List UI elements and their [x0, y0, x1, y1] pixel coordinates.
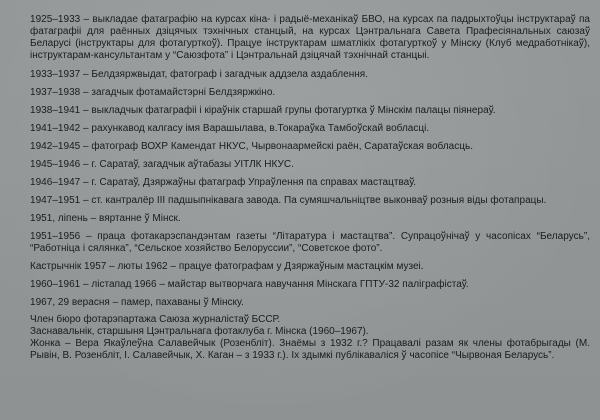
entry-1925-1933: 1925–1933 – выкладае фатаграфію на курсах кіна- і радыё-механікаў БВО, на курсах па падрыхтоўцы інструктараў па фатаграфіі для раённых дзіцячых тэхнічных станцый, на курсах Цэнтральнага Савета Прафесіянальных саюзаў Беларусі (інструктары для фотагурткоў). Працуе інструктарам шматлікіх фотагурткоў у Мінску (Клуб медработнікаў), інструктарам-кансультантам у “Саюзфота” і Цэнтральнай дзіцячай тэхнічнай станцыі.	[30, 14, 590, 61]
footer-line-bureau: Член бюро фотарэпартажа Саюза журналістаў БССР.	[30, 314, 281, 325]
entry-1947-1951: 1947–1951 – ст. кантралёр III падшыпнікавага завода. Па сумяшчальніцтве выконваў розныя віды фотапрацы.	[30, 195, 547, 206]
entry-1933-1937: 1933–1937 – Белдзяржвыдат, фатограф і загадчык аддзела аздаблення.	[30, 69, 369, 80]
footer-line-founder: Заснавальнік, старшыня Цэнтральнага фотаклуба г. Мінска (1960–1967).	[30, 326, 369, 337]
entry-1938-1941: 1938–1941 – выкладчык фатаграфіі і кіраўнік старшай групы фотагуртка ў Мінскім палацы піянераў.	[30, 105, 496, 116]
entry-1967: 1967, 29 верасня – памер, пахаваны ў Мінску.	[30, 297, 244, 308]
entry-1957-1962: Кастрычнік 1957 – люты 1962 – працуе фатографам у Дзяржаўным мастацкім музеі.	[30, 261, 424, 272]
entry-1945-1946: 1945–1946 – г. Саратаў, загадчык аўтабазы УІТЛК НКУС.	[30, 159, 294, 170]
entry-1946-1947: 1946–1947 – г. Саратаў, Дзяржаўны фатаграф Упраўлення па справах мастацтваў.	[30, 177, 417, 188]
footer-notes	[30, 314, 590, 362]
entry-1960-1966: 1960–1961 – лістапад 1966 – майстар вытворчага навучання Мінскага ГПТУ-32 паліграфістаў.	[30, 279, 469, 290]
entry-1942-1945: 1942–1945 – фатограф ВОХР Камендат НКУС, Чырвонаармейскі раён, Саратаўская вобласць.	[30, 141, 474, 152]
entry-1951-1956: 1951–1956 – праца фотакарэспандэнтам газеты “Літаратура і мастацтва”. Супрацоўнічаў у часопісах “Беларусь”, “Работніца і сялянка”, “Сельское хозяйство Белоруссии”, “Советское фото”.	[30, 231, 590, 254]
entry-1937-1938: 1937–1938 – загадчык фотамайстэрні Белдзяржкіно.	[30, 87, 276, 98]
footer-line-wife: Жонка – Вера Якаўлеўна Салавейчык (Розенбліт). Знаёмы з 1932 г.? Працавалі разам як члены фотабрыгады (М. Рывін, В. Розенбліт, І. Салавейчык, Х. Каган – з 1933 г.). Іх здымкі публікаваліся ў часопісе “Чырвоная Беларусь”.	[30, 338, 590, 361]
entry-1951-july: 1951, ліпень – вяртанне ў Мінск.	[30, 213, 181, 224]
entry-1941-1942: 1941–1942 – рахункавод калгасу імя Варашылава, в.Токараўка Тамбоўскай вобласці.	[30, 123, 430, 134]
